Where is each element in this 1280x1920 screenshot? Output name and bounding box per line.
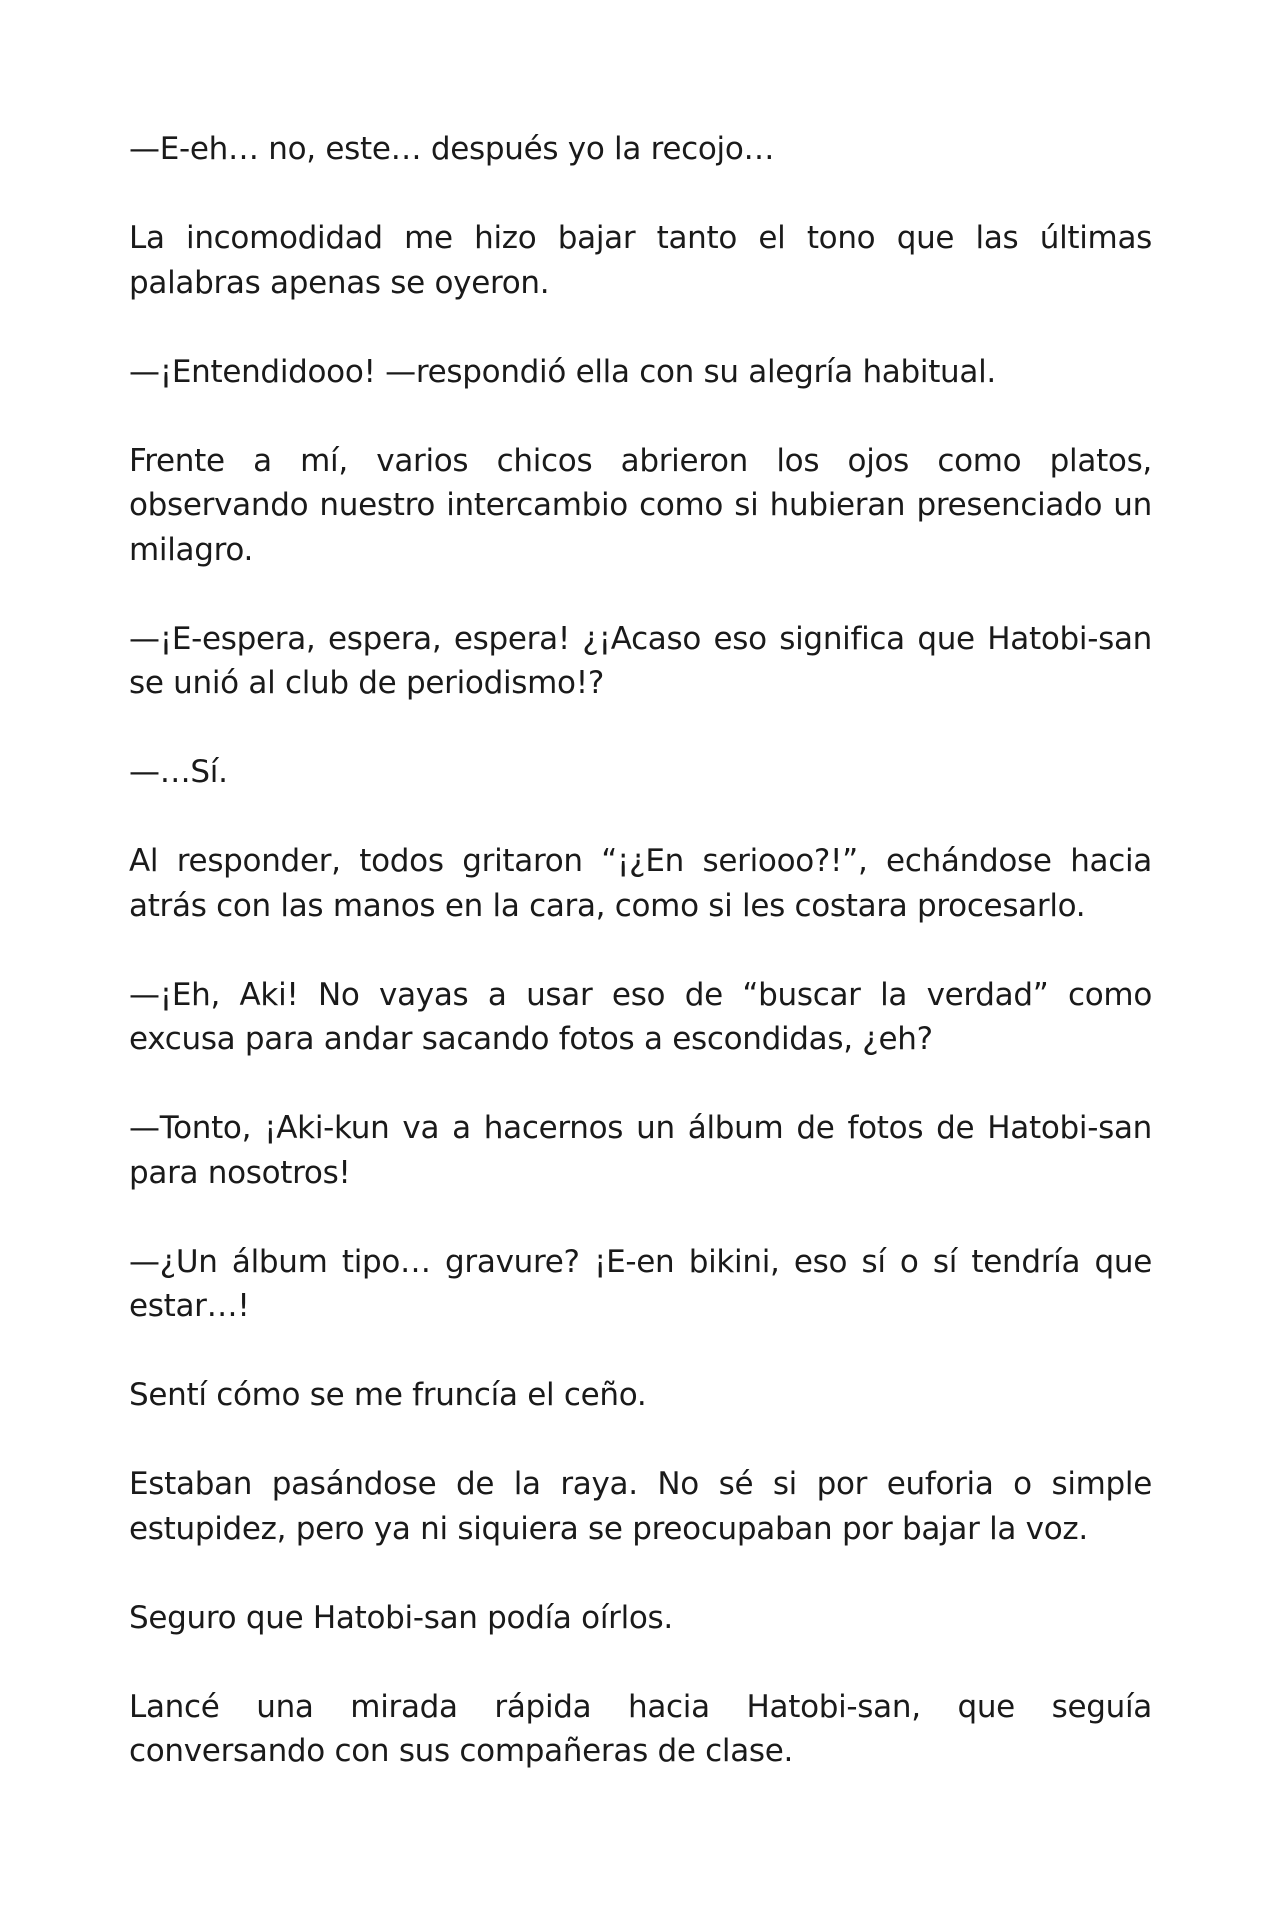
paragraph: La incomodidad me hizo bajar tanto el tono que las últimas palabras apenas se oyeron. [129,220,1152,301]
paragraph: —¡E-espera, espera, espera! ¿¡Acaso eso significa que Hatobi-san se unió al club de periodismo!? [129,620,1152,701]
paragraph: Al responder, todos gritaron “¡¿En seriooo?!”, echándose hacia atrás con las manos en la cara, como si les costara procesarlo. [129,843,1152,924]
paragraph: —E-eh… no, este… después yo la recojo… [129,131,775,167]
paragraph: —¡Entendidooo! —respondió ella con su alegría habitual. [129,353,996,390]
paragraph: Frente a mí, varios chicos abrieron los ojos como platos, observando nuestro intercambio como si hubieran presenciado un milagro. [129,442,1152,568]
paragraph: —¡Eh, Aki! No vayas a usar eso de “buscar la verdad” como excusa para andar sacando fotos a escondidas, ¿eh? [129,976,1152,1057]
paragraph: Seguro que Hatobi-san podía oírlos. [129,1599,673,1636]
paragraph: —…Sí. [129,754,228,790]
paragraph: Sentí cómo se me fruncía el ceño. [129,1377,647,1413]
document-page [129,127,1152,1818]
paragraph: Lancé una mirada rápida hacia Hatobi-san, que seguía conversando con sus compañeras de clase. [129,1688,1152,1769]
paragraph: —Tonto, ¡Aki-kun va a hacernos un álbum de fotos de Hatobi-san para nosotros! [129,1110,1152,1191]
paragraph: Estaban pasándose de la raya. No sé si por euforia o simple estupidez, pero ya ni siquiera se preocupaban por bajar la voz. [129,1466,1152,1547]
paragraph: —¿Un álbum tipo… gravure? ¡E-en bikini, eso sí o sí tendría que estar…! [129,1243,1152,1324]
